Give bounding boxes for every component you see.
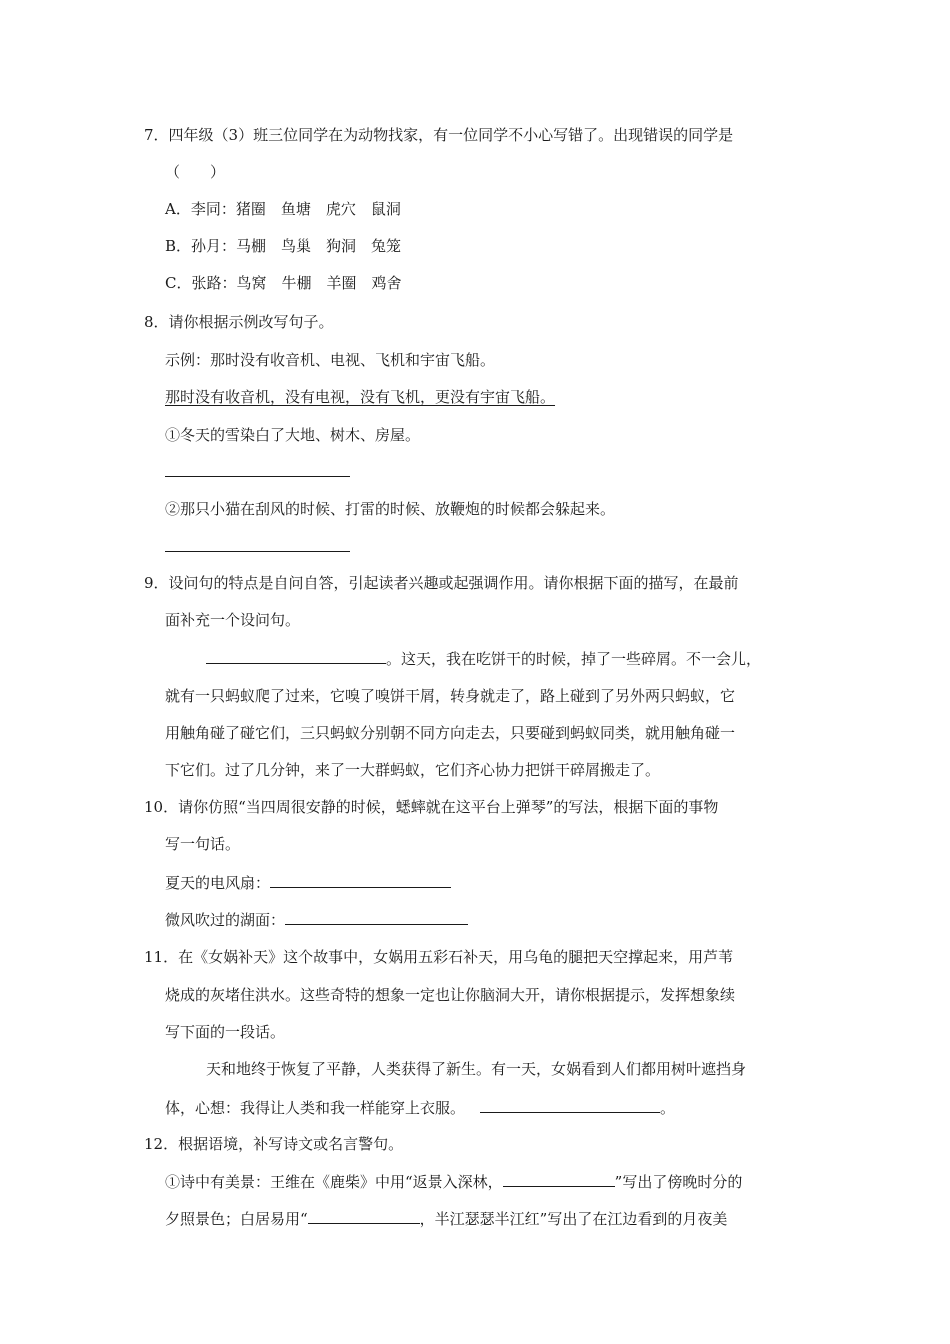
- item-2: [165, 909, 468, 929]
- question-number: 8．: [144, 313, 169, 331]
- example-sentence: 示例：那时没有收音机、电视、飞机和宇宙飞船。: [165, 351, 496, 369]
- question-number: 11．: [144, 948, 179, 966]
- question-stem-line: 在《女娲补天》这个故事中，女娲用五彩石补天，用乌龟的腿把天空撑起来，用芦苇: [178, 948, 734, 966]
- question-number: 9．: [144, 574, 169, 592]
- question-9: [144, 573, 739, 593]
- question-7: [144, 125, 733, 145]
- option-a: A．李同：猪圈 鱼塘 虎穴 鼠洞: [165, 200, 401, 218]
- passage-text: 。: [660, 1099, 676, 1117]
- passage-line: 天和地终于恢复了平静，人类获得了新生。有一天，女娲看到人们都用树叶遮挡身: [206, 1060, 747, 1078]
- passage-line: 用触角碰了碰它们，三只蚂蚁分别朝不同方向走去，只要碰到蚂蚁同类，就用触角碰一: [165, 724, 736, 742]
- fill-blank[interactable]: [503, 1171, 615, 1187]
- question-stem-line: 烧成的灰堵住洪水。这些奇特的想象一定也让你脑洞大开，请你根据提示，发挥想象续: [165, 986, 736, 1004]
- question-10: [144, 797, 718, 817]
- question-number: 10．: [144, 798, 179, 816]
- passage-line: [165, 1097, 675, 1117]
- question-stem-line: 写下面的一段话。: [165, 1023, 286, 1041]
- passage-line: [165, 1171, 742, 1191]
- fill-blank[interactable]: [480, 1097, 660, 1113]
- question-stem: 根据语境，补写诗文或名言警句。: [178, 1135, 404, 1153]
- item-label: 夏天的电风扇：: [165, 874, 271, 892]
- answer-parentheses: （ ）: [165, 163, 226, 181]
- item-1: ①冬天的雪染白了大地、树木、房屋。: [165, 426, 421, 444]
- passage-line: [165, 1208, 727, 1228]
- fill-blank[interactable]: [206, 648, 386, 664]
- passage-text: ”写出了傍晚时分的: [614, 1173, 743, 1191]
- passage-text: ，半江瑟瑟半江红”写出了在江边看到的月夜美: [419, 1210, 728, 1228]
- passage-line: 下它们。过了几分钟，来了一大群蚂蚁，它们齐心协力把饼干碎屑搬走了。: [165, 761, 661, 779]
- item-1: [165, 872, 451, 892]
- option-b: B．孙月：马棚 鸟巢 狗洞 兔笼: [165, 237, 402, 255]
- fill-blank[interactable]: [308, 1208, 420, 1224]
- question-stem-line: 设问句的特点是自问自答，引起读者兴趣或起强调作用。请你根据下面的描写，在最前: [168, 574, 739, 592]
- passage-line: [206, 648, 761, 668]
- item-2: ②那只小猫在刮风的时候、打雷的时候、放鞭炮的时候都会躲起来。: [165, 500, 616, 518]
- fill-blank[interactable]: [270, 872, 451, 888]
- question-number: 12．: [144, 1135, 179, 1153]
- fill-blank[interactable]: [285, 909, 468, 925]
- example-answer: 那时没有收音机，没有电视，没有飞机，更没有宇宙飞船。: [165, 388, 556, 406]
- question-12: [144, 1134, 403, 1154]
- question-11: [144, 947, 733, 967]
- passage-text: 夕照景色；白居易用“: [165, 1210, 308, 1228]
- question-number: 7．: [144, 126, 169, 144]
- passage-text: 。这天，我在吃饼干的时候，掉了一些碎屑。不一会儿，: [386, 650, 762, 668]
- passage-text: ①诗中有美景：王维在《鹿柴》中用“返景入深林，: [165, 1173, 503, 1191]
- question-stem-line: 写一句话。: [165, 835, 241, 853]
- passage-line: 就有一只蚂蚁爬了过来，它嗅了嗅饼干屑，转身就走了，路上碰到了另外两只蚂蚁，它: [165, 687, 736, 705]
- item-label: 微风吹过的湖面：: [165, 911, 286, 929]
- answer-line[interactable]: [165, 551, 350, 552]
- passage-text: 体，心想：我得让人类和我一样能穿上衣服。: [165, 1099, 466, 1117]
- question-stem-line: 面补充一个设问句。: [165, 611, 301, 629]
- question-stem-line: 请你仿照“当四周很安静的时候，蟋蟀就在这平台上弹琴”的写法，根据下面的事物: [178, 798, 719, 816]
- question-8: [144, 312, 334, 332]
- question-stem: 四年级（3）班三位同学在为动物找家，有一位同学不小心写错了。出现错误的同学是: [168, 126, 734, 144]
- question-stem: 请你根据示例改写句子。: [168, 313, 334, 331]
- answer-line[interactable]: [165, 476, 350, 477]
- option-c: C．张路：鸟窝 牛棚 羊圈 鸡舍: [165, 274, 402, 292]
